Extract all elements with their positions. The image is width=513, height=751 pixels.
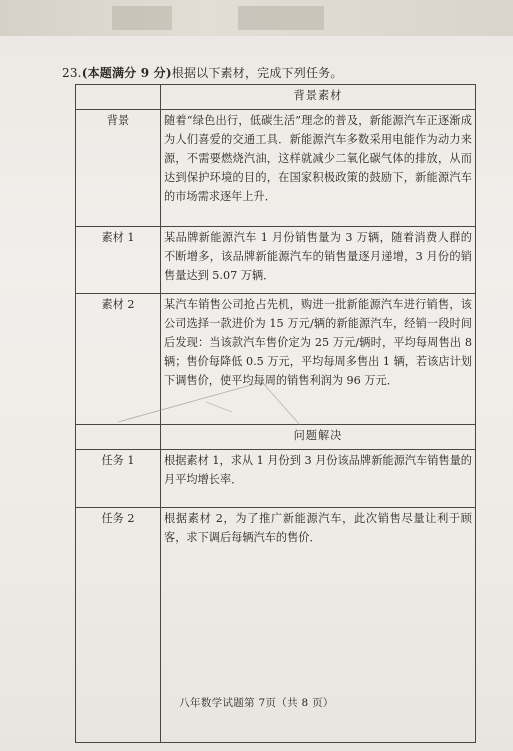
header-spacer-cell — [76, 425, 161, 450]
section-header-row — [76, 85, 476, 110]
page-footer: 八年数学试题第 7页（共 8 页） — [179, 697, 334, 709]
task-text-2: 根据素材 2，为了推广新能源汽车，此次销售尽量让利于顾客，求下调后每辆汽车的售价． — [161, 508, 476, 743]
row-label-material-2: 素材 2 — [76, 294, 161, 425]
row-text-material-2: 某汽车销售公司抢占先机，购进一批新能源汽车进行销售，该公司选择一款进价为 15 万元/辆的新能源汽车，经销一段时间后发现：当该款汽车售价定为 25 万元/辆时，平均每周售出 8 辆；售价每降低 0.5 万元，平均每周多售出 1 辆，若该店计划下调售价，使平均每周的销售利润为 96 万元． — [161, 294, 476, 425]
task-text-1: 根据素材 1，求从 1 月份到 3 月份该品牌新能源汽车销售量的月平均增长率． — [161, 450, 476, 508]
bleed-through-mark — [112, 6, 172, 30]
question-number: 23. — [62, 66, 82, 80]
table-row — [76, 110, 476, 227]
section-header-row — [76, 425, 476, 450]
row-text-material-1: 某品牌新能源汽车 1 月份销售量为 3 万辆，随着消费人群的不断增多，该品牌新能源汽车的销售量逐月递增，3 月份的销售量达到 5.07 万辆． — [161, 227, 476, 294]
bleed-through-mark — [238, 6, 324, 30]
task-label-2: 任务 2 — [76, 508, 161, 743]
row-label-background: 背景 — [76, 110, 161, 227]
question-points: (本题满分 9 分) — [81, 66, 172, 80]
question-line — [62, 64, 343, 81]
table-row — [76, 294, 476, 425]
table-row — [76, 227, 476, 294]
header-spacer-cell — [76, 85, 161, 110]
section-header-problem-solving: 问题解决 — [161, 425, 476, 450]
material-table — [75, 84, 476, 743]
section-header-background: 背景素材 — [161, 85, 476, 110]
row-label-material-1: 素材 1 — [76, 227, 161, 294]
page-top-shadow — [0, 0, 513, 36]
row-text-background: 随着“绿色出行，低碳生活”理念的普及，新能源汽车正逐渐成为人们喜爱的交通工具．新能源汽车多数采用电能作为动力来源，不需要燃烧汽油，这样就减少二氧化碳气体的排放，从而达到保护环境的目的，在国家积极政策的鼓励下，新能源汽车的市场需求逐年上升． — [161, 110, 476, 227]
question-instruction: 根据以下素材，完成下列任务。 — [171, 66, 343, 80]
table-row — [76, 450, 476, 508]
task-label-1: 任务 1 — [76, 450, 161, 508]
